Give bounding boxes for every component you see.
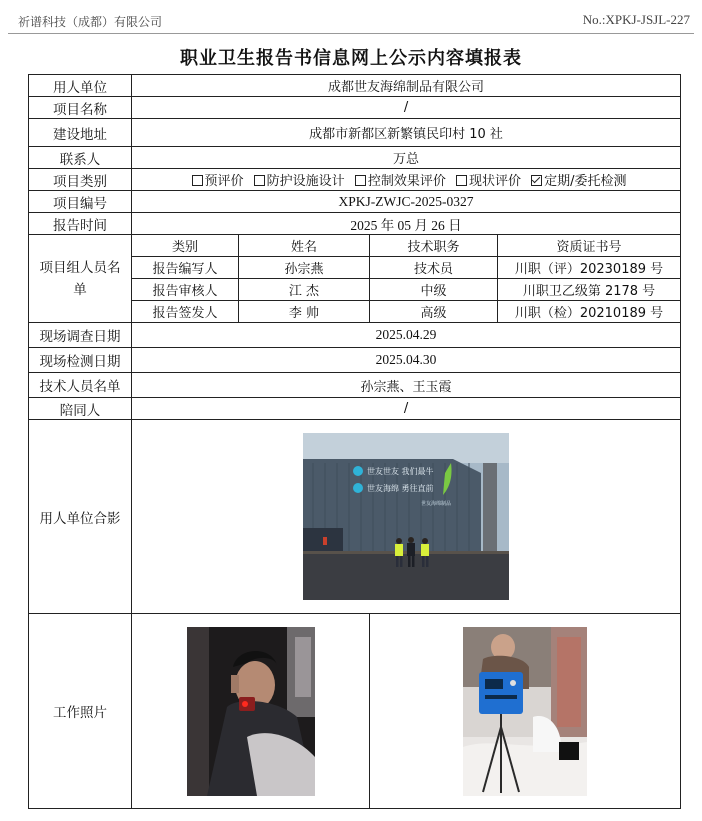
device-icon [479, 672, 523, 714]
team-name: 江 杰 [239, 279, 370, 301]
label-contact: 联系人 [29, 147, 132, 169]
work-photo-2 [463, 627, 587, 796]
team-role: 报告签发人 [132, 301, 239, 323]
team-cert: 川职（评）20230189 号 [498, 257, 681, 279]
label-report-time: 报告时间 [29, 213, 132, 235]
team-title: 技术员 [370, 257, 498, 279]
team-header-title: 技术职务 [370, 235, 498, 257]
row-employer [29, 75, 681, 97]
checkbox-status-evaluation: 现状评价 [450, 174, 521, 189]
checkbox-periodic-testing: 定期/委托检测 [525, 174, 626, 189]
label-category: 项目类别 [29, 169, 132, 191]
team-header-row [29, 235, 681, 257]
work-photo-cell-1 [132, 614, 370, 809]
row-address [29, 119, 681, 147]
info-table [28, 74, 681, 809]
header-divider [8, 33, 694, 34]
value-report-time: 2025 年 05 月 26 日 [132, 213, 681, 235]
label-survey-date: 现场调查日期 [29, 323, 132, 348]
work-photo-1 [187, 627, 315, 796]
value-companion: / [132, 398, 681, 420]
value-contact: 万总 [132, 147, 681, 169]
value-project-no: XPKJ-ZWJC-2025-0327 [132, 191, 681, 213]
team-header-role: 类别 [132, 235, 239, 257]
unchecked-box-icon [192, 175, 203, 186]
checked-box-icon [531, 175, 542, 186]
row-technicians [29, 373, 681, 398]
group-photo-cell [132, 420, 681, 614]
work-photo-cell-2 [370, 614, 681, 809]
label-group-photo: 用人单位合影 [29, 420, 132, 614]
sign-text: 世友海绵 勇往直前 [367, 484, 434, 493]
team-header-cert: 资质证书号 [498, 235, 681, 257]
row-contact [29, 147, 681, 169]
label-technicians: 技术人员名单 [29, 373, 132, 398]
row-project-no [29, 191, 681, 213]
group-photo [303, 433, 509, 600]
label-employer: 用人单位 [29, 75, 132, 97]
row-survey-date [29, 323, 681, 348]
logo-icon [353, 483, 363, 493]
page-title: 职业卫生报告书信息网上公示内容填报表 [180, 48, 522, 69]
value-project-name: / [132, 97, 681, 119]
company-header: 祈谱科技（成都）有限公司 [18, 15, 163, 29]
team-title: 中级 [370, 279, 498, 301]
unchecked-box-icon [254, 175, 265, 186]
label-test-date: 现场检测日期 [29, 348, 132, 373]
checkbox-control-effect: 控制效果评价 [349, 174, 446, 189]
label-project-name: 项目名称 [29, 97, 132, 119]
team-header-name: 姓名 [239, 235, 370, 257]
team-role: 报告编写人 [132, 257, 239, 279]
team-cert: 川职卫乙级第 2178 号 [498, 279, 681, 301]
row-companion [29, 398, 681, 420]
row-work-photos [29, 614, 681, 809]
team-name: 李 帅 [239, 301, 370, 323]
label-team: 项目组人员名单 [29, 235, 132, 323]
row-project-name [29, 97, 681, 119]
value-employer: 成都世友海绵制品有限公司 [132, 75, 681, 97]
team-role: 报告审核人 [132, 279, 239, 301]
document-number: No.:XPKJ-JSJL-227 [582, 12, 690, 27]
row-report-time [29, 213, 681, 235]
checkbox-protection-design: 防护设施设计 [248, 174, 345, 189]
value-survey-date: 2025.04.29 [132, 323, 681, 348]
value-test-date: 2025.04.30 [132, 348, 681, 373]
label-address: 建设地址 [29, 119, 132, 147]
unchecked-box-icon [456, 175, 467, 186]
label-project-no: 项目编号 [29, 191, 132, 213]
sign-text: 世友世友 我们最牛 [367, 467, 434, 476]
team-cert: 川职（检）20210189 号 [498, 301, 681, 323]
row-test-date [29, 348, 681, 373]
row-group-photo [29, 420, 681, 614]
row-category [29, 169, 681, 191]
checkbox-pre-evaluation: 预评价 [186, 174, 244, 189]
team-title: 高级 [370, 301, 498, 323]
value-category [132, 169, 681, 191]
value-technicians: 孙宗燕、王玉霞 [132, 373, 681, 398]
unchecked-box-icon [355, 175, 366, 186]
value-address: 成都市新都区新繁镇民印村 10 社 [132, 119, 681, 147]
logo-icon [353, 466, 363, 476]
sign-text: 世友海绵制品 [421, 501, 452, 507]
team-name: 孙宗燕 [239, 257, 370, 279]
label-work-photos: 工作照片 [29, 614, 132, 809]
label-companion: 陪同人 [29, 398, 132, 420]
